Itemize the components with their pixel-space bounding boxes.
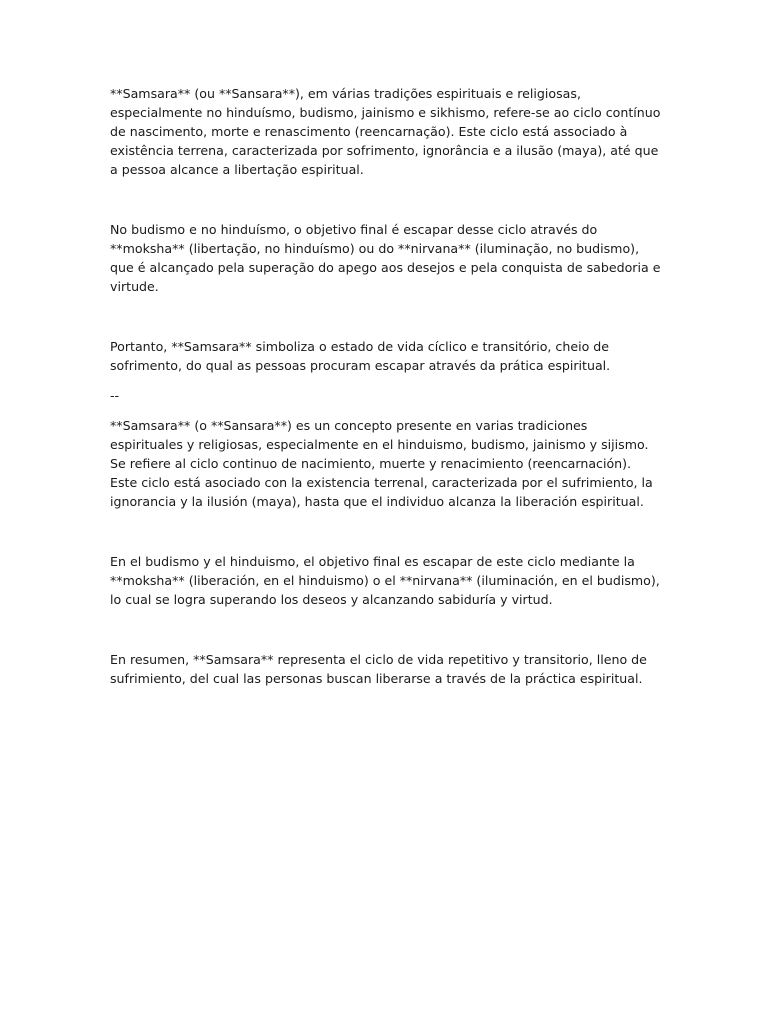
paragraph-pt-summary: Portanto, **Samsara** simboliza o estado de vida cíclico e transitório, cheio de sofrimento, do qual as pessoas procuram escapar através da prática espiritual. <box>110 339 614 373</box>
section-separator: -- <box>110 388 120 403</box>
paragraph-es-summary: En resumen, **Samsara** representa el ciclo de vida repetitivo y transitorio, lleno de sufrimiento, del cual las personas buscan liberarse a través de la práctica espiritual. <box>110 652 651 686</box>
document-body <box>110 84 665 688</box>
paragraph-spacer <box>110 375 662 386</box>
paragraph-spacer <box>110 405 662 416</box>
paragraph-pt-goal: No budismo e no hinduísmo, o objetivo final é escapar desse ciclo através do **moksha** (libertação, no hinduísmo) ou do **nirvana** (iluminação, no budismo), que é alcançado pela superação do apego aos desejos e pela conquista de sabedoria e virtude. <box>110 222 665 294</box>
paragraph-es-intro: **Samsara** (o **Sansara**) es un concepto presente en varias tradiciones espirituales y religiosas, especialmente en el hinduismo, budismo, jainismo y sijismo. Se refiere al ciclo continuo de nacimiento, muerte y renacimiento (reencarnación). Este ciclo está asociado con la existencia terrenal, caracterizada por el sufrimiento, la ignorancia y la ilusión (maya), hasta que el individuo alcanza la liberación espiritual. <box>110 418 657 509</box>
paragraph-es-goal: En el budismo y el hinduismo, el objetivo final es escapar de este ciclo mediante la **moksha** (liberación, en el hinduismo) o el **nirvana** (iluminación, en el budismo), lo cual se logra superando los deseos y alcanzando sabiduría y virtud. <box>110 554 664 607</box>
paragraph-pt-intro: **Samsara** (ou **Sansara**), em várias tradições espirituais e religiosas, especialmente no hinduísmo, budismo, jainismo e sikhismo, refere-se ao ciclo contínuo de nascimento, morte e renascimento (reencarnação). Este ciclo está associado à existência terrena, caracterizada por sofrimento, ignorância e a ilusão (maya), até que a pessoa alcance a libertação espiritual. <box>110 86 665 177</box>
paragraph-spacer <box>110 296 662 337</box>
paragraph-spacer <box>110 609 662 650</box>
paragraph-spacer <box>110 511 662 552</box>
paragraph-spacer <box>110 179 662 220</box>
